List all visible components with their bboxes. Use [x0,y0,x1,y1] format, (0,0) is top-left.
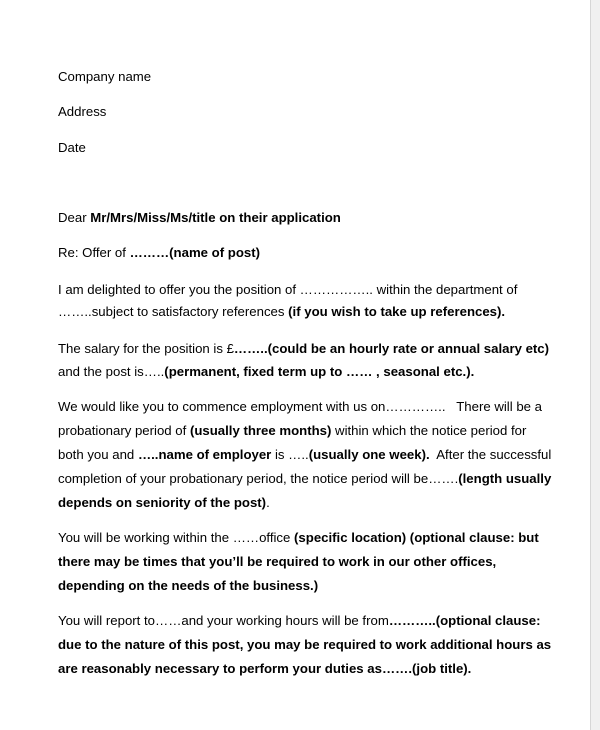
para3-line4: completion of your probationary period, the notice period will be…….(length usually [58,471,552,486]
para3-line5: depends on seniority of the post). [58,495,270,510]
para3-line1: We would like you to commence employment with us on………….. There will be a [58,399,542,414]
salutation-prefix: Dear [58,210,91,225]
para5-line1: You will report to……and your working hours will be from………..(optional clause: [58,613,541,628]
para4-line3: depending on the needs of the business.) [58,578,319,593]
address: Address [58,104,107,119]
para2-line2: and the post is…..(permanent, fixed term up to …… , seasonal etc.). [58,364,475,379]
salutation [58,210,341,226]
date: Date [58,140,86,155]
para2-line1: The salary for the position is £……..(could be an hourly rate or annual salary etc) [58,341,550,356]
para1-line1: I am delighted to offer you the position of …………….. within the department of [58,282,518,297]
subject-post: ………(name of post) [129,245,261,260]
para3-line2: probationary period of (usually three months) within which the notice period for [58,423,527,438]
para5-line2: due to the nature of this post, you may be required to work additional hours as [58,637,552,652]
para4-line2: there may be times that you’ll be required to work in our other offices, [58,554,497,569]
subject-prefix: Re: Offer of [58,245,130,260]
para3-line3: both you and …..name of employer is …..(usually one week). After the successful [58,447,552,462]
salutation-recipient: Mr/Mrs/Miss/Ms/title on their application [90,210,341,225]
para4-line1: You will be working within the ……office (specific location) (optional clause: but [58,530,539,545]
subject-line [58,245,260,261]
para5-line3: are reasonably necessary to perform your duties as…….(job title). [58,661,472,676]
company-name: Company name [58,69,152,84]
para1-line2: ……..subject to satisfactory references (if you wish to take up references). [58,304,506,319]
